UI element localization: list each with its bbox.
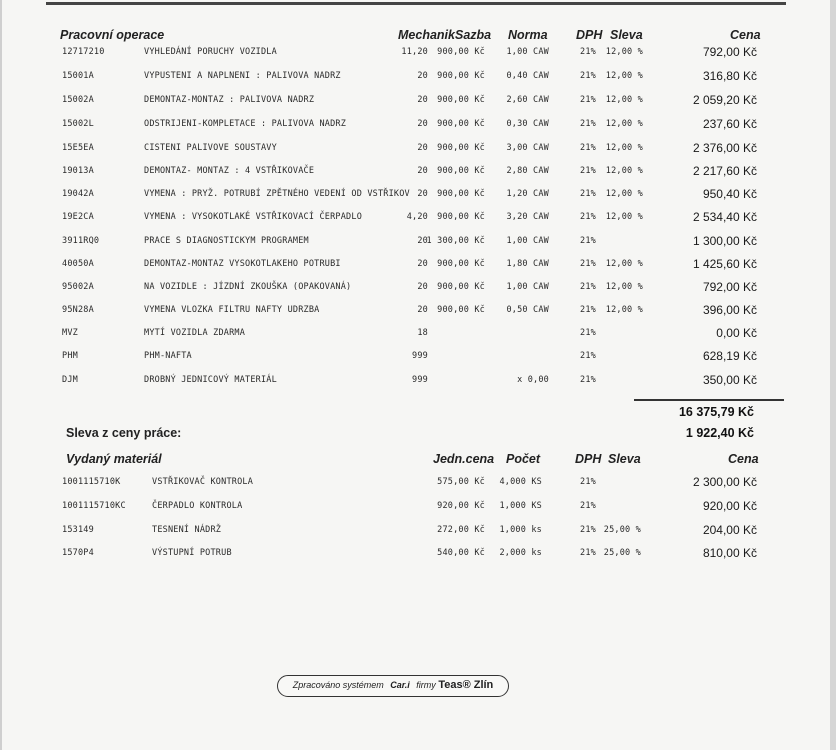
material-row [0, 477, 836, 495]
operation-discount: 12,00 % [605, 119, 643, 129]
material-price: 2 300,00 Kč [692, 475, 757, 489]
operation-norm: 1,20 CAW [506, 189, 549, 199]
operation-row [0, 212, 836, 230]
operation-code: DJM [62, 375, 78, 385]
operation-rate: 900,00 Kč [437, 119, 485, 129]
operation-rate: 900,00 Kč [437, 47, 485, 57]
operation-price: 2 217,60 Kč [692, 164, 757, 178]
operation-code: 95002A [62, 282, 94, 292]
mat-discount-header: Sleva [608, 452, 641, 466]
operation-discount: 12,00 % [605, 305, 643, 315]
operation-price: 628,19 Kč [702, 349, 757, 363]
material-vat: 21% [580, 525, 596, 535]
operation-norm: 2,60 CAW [506, 95, 549, 105]
operation-price: 316,80 Kč [702, 69, 757, 83]
operation-norm: 0,40 CAW [506, 71, 549, 81]
operation-description: ODSTRIJENI-KOMPLETACE : PALIVOVA NADRZ [144, 119, 347, 129]
material-discount: 25,00 % [603, 525, 641, 535]
operation-description: DEMONTAZ-MONTAZ : PALIVOVA NADRZ [144, 95, 315, 105]
operation-vat: 21% [580, 351, 596, 361]
top-divider [46, 2, 786, 5]
operation-norm: 1,00 CAW [506, 47, 549, 57]
operation-description: VYMENA : VYSOKOTLAKÉ VSTŘIKOVACÍ ČERPADLO [144, 212, 363, 222]
operation-norm: 0,30 CAW [506, 119, 549, 129]
operation-price: 950,40 Kč [702, 187, 757, 201]
operation-rate: 900,00 Kč [437, 95, 485, 105]
material-price: 810,00 Kč [702, 546, 757, 560]
operation-code: 19E2CA [62, 212, 94, 222]
operation-rate: 900,00 Kč [437, 189, 485, 199]
operation-mechanic: 999 [412, 375, 428, 385]
material-qty: 2,000 ks [499, 548, 542, 558]
operation-code: 15001A [62, 71, 94, 81]
operation-vat: 21% [580, 259, 596, 269]
operation-row [0, 328, 836, 346]
operation-code: 15E5EA [62, 143, 94, 153]
operation-mechanic: 4,20 [406, 212, 428, 222]
material-description: ČERPADLO KONTROLA [152, 501, 243, 511]
operation-rate: 900,00 Kč [437, 143, 485, 153]
operation-discount: 12,00 % [605, 166, 643, 176]
material-row [0, 548, 836, 566]
discount-header: Sleva [610, 28, 643, 42]
operation-code: 95N28A [62, 305, 94, 315]
material-price: 920,00 Kč [702, 499, 757, 513]
operation-description: CISTENI PALIVOVE SOUSTAVY [144, 143, 277, 153]
material-unit-price: 575,00 Kč [437, 477, 485, 487]
operation-mechanic: 20 [417, 305, 428, 315]
material-description: VSTŘIKOVAČ KONTROLA [152, 477, 254, 487]
operation-row [0, 143, 836, 161]
mat-price-header: Cena [728, 452, 759, 466]
operation-vat: 21% [580, 328, 596, 338]
operation-mechanic: 20 [417, 189, 428, 199]
operation-row [0, 375, 836, 393]
operation-price: 1 300,00 Kč [692, 234, 757, 248]
operation-rate: 900,00 Kč [437, 71, 485, 81]
operation-discount: 12,00 % [605, 71, 643, 81]
operation-vat: 21% [580, 189, 596, 199]
operation-price: 396,00 Kč [702, 303, 757, 317]
operation-discount: 12,00 % [605, 143, 643, 153]
operation-vat: 21% [580, 282, 596, 292]
material-row [0, 525, 836, 543]
operation-norm: 1,00 CAW [506, 282, 549, 292]
operation-discount: 12,00 % [605, 95, 643, 105]
operation-code: PHM [62, 351, 78, 361]
material-code: 1001115710KC [62, 501, 126, 511]
operation-discount: 12,00 % [605, 282, 643, 292]
operation-discount: 12,00 % [605, 47, 643, 57]
operation-description: VYHLEDÁNÍ PORUCHY VOZIDLA [144, 47, 277, 57]
operation-mechanic: 11,20 [401, 47, 428, 57]
operation-mechanic: 20 [417, 166, 428, 176]
car-logo: Car.i [390, 680, 410, 690]
operation-vat: 21% [580, 236, 596, 246]
operation-row [0, 119, 836, 137]
operation-price: 350,00 Kč [702, 373, 757, 387]
rate-header: Sazba [455, 28, 492, 42]
operations-total: 16 375,79 Kč [678, 405, 754, 419]
operation-price: 0,00 Kč [716, 326, 757, 340]
operation-row [0, 166, 836, 184]
footer-brand: Teas® Zlín [438, 679, 494, 691]
material-unit-price: 920,00 Kč [437, 501, 485, 511]
material-code: 1570P4 [62, 548, 94, 558]
operation-mechanic: 20 [417, 119, 428, 129]
mechanic-header: Mechanik [398, 28, 455, 42]
operation-row [0, 282, 836, 300]
operation-description: VYMENA : PRYŽ. POTRUBÍ ZPĚTNÉHO VEDENÍ OD VSTŘIKOV [144, 189, 410, 199]
norm-header: Norma [508, 28, 548, 42]
operation-code: 19013A [62, 166, 94, 176]
material-vat: 21% [580, 501, 596, 511]
material-unit-price: 272,00 Kč [437, 525, 485, 535]
material-row [0, 501, 836, 519]
operation-price: 2 534,40 Kč [692, 210, 757, 224]
operation-rate: 900,00 Kč [437, 282, 485, 292]
operation-description: MYTÍ VOZIDLA ZDARMA [144, 328, 246, 338]
operation-mechanic: 18 [417, 328, 428, 338]
operation-description: NA VOZIDLE : JÍZDNÍ ZKOUŠKA (OPAKOVANÁ) [144, 282, 352, 292]
operation-description: DEMONTAZ-MONTAZ VYSOKOTLAKEHO POTRUBI [144, 259, 341, 269]
operation-description: PRACE S DIAGNOSTICKYM PROGRAMEM [144, 236, 309, 246]
operation-vat: 21% [580, 143, 596, 153]
operation-norm: x 0,00 [517, 375, 549, 385]
operation-price: 792,00 Kč [702, 280, 757, 294]
operation-mechanic: 20 [417, 236, 428, 246]
footer-firm: firmy [416, 680, 436, 690]
operation-mechanic: 999 [412, 351, 428, 361]
material-unit-price: 540,00 Kč [437, 548, 485, 558]
operation-price: 792,00 Kč [702, 45, 757, 59]
operation-price: 237,60 Kč [702, 117, 757, 131]
total-rule [634, 399, 784, 401]
material-discount: 25,00 % [603, 548, 641, 558]
labor-discount-value: 1 922,40 Kč [685, 426, 754, 440]
mat-vat-header: DPH [575, 452, 602, 466]
material-description: TESNENÍ NÁDRŽ [152, 525, 222, 535]
operation-rate: 900,00 Kč [437, 259, 485, 269]
operation-vat: 21% [580, 305, 596, 315]
qty-header: Počet [506, 452, 541, 466]
footer-stamp [277, 675, 509, 697]
operation-row [0, 259, 836, 277]
price-header: Cena [730, 28, 761, 42]
operation-description: PHM-NAFTA [144, 351, 192, 361]
operation-row [0, 236, 836, 254]
operation-code: 15002L [62, 119, 94, 129]
operation-row [0, 305, 836, 323]
operation-vat: 21% [580, 166, 596, 176]
labor-discount-label: Sleva z ceny práce: [66, 426, 182, 440]
operation-mechanic: 20 [417, 71, 428, 81]
operation-code: 40050A [62, 259, 94, 269]
operation-norm: 3,00 CAW [506, 143, 549, 153]
material-vat: 21% [580, 477, 596, 487]
operation-row [0, 47, 836, 65]
operation-vat: 21% [580, 47, 596, 57]
operation-row [0, 95, 836, 113]
footer-processed: Zpracováno systémem [292, 680, 384, 690]
material-qty: 4,000 KS [499, 477, 542, 487]
operation-code: 19042A [62, 189, 94, 199]
operation-mechanic: 20 [417, 143, 428, 153]
operation-norm: 1,80 CAW [506, 259, 549, 269]
material-qty: 1,000 ks [499, 525, 542, 535]
operation-row [0, 189, 836, 207]
unit-price-header: Jedn.cena [433, 452, 495, 466]
vat-header: DPH [576, 28, 603, 42]
operation-code: 12717210 [62, 47, 105, 57]
operation-vat: 21% [580, 212, 596, 222]
material-description: VÝSTUPNÍ POTRUB [152, 548, 232, 558]
material-price: 204,00 Kč [702, 523, 757, 537]
operation-price: 2 059,20 Kč [692, 93, 757, 107]
operations-title: Pracovní operace [60, 28, 165, 42]
operation-vat: 21% [580, 119, 596, 129]
operation-mechanic: 20 [417, 95, 428, 105]
material-code: 1001115710K [62, 477, 121, 487]
operation-discount: 12,00 % [605, 259, 643, 269]
operation-vat: 21% [580, 375, 596, 385]
operation-discount: 12,00 % [605, 212, 643, 222]
material-qty: 1,000 KS [499, 501, 542, 511]
material-vat: 21% [580, 548, 596, 558]
operation-description: VYMENA VLOZKA FILTRU NAFTY UDRZBA [144, 305, 320, 315]
operation-row [0, 71, 836, 89]
operation-code: MVZ [62, 328, 78, 338]
operation-norm: 0,50 CAW [506, 305, 549, 315]
operation-code: 15002A [62, 95, 94, 105]
material-code: 153149 [62, 525, 94, 535]
operation-price: 2 376,00 Kč [692, 141, 757, 155]
operation-price: 1 425,60 Kč [692, 257, 757, 271]
operation-row [0, 351, 836, 369]
operation-code: 3911RQ0 [62, 236, 100, 246]
operation-vat: 21% [580, 71, 596, 81]
operation-mechanic: 20 [417, 282, 428, 292]
materials-title: Vydaný materiál [66, 452, 162, 466]
operation-rate: 900,00 Kč [437, 212, 485, 222]
operation-norm: 3,20 CAW [506, 212, 549, 222]
operation-description: DEMONTAZ- MONTAZ : 4 VSTŘIKOVAČE [144, 166, 315, 176]
operation-mechanic: 20 [417, 259, 428, 269]
operation-norm: 1,00 CAW [506, 236, 549, 246]
operation-norm: 2,80 CAW [506, 166, 549, 176]
operation-description: DROBNÝ JEDNICOVÝ MATERIÁL [144, 375, 277, 385]
operation-rate: 1 300,00 Kč [426, 236, 485, 246]
operation-rate: 900,00 Kč [437, 305, 485, 315]
footer-text [278, 679, 508, 691]
operation-vat: 21% [580, 95, 596, 105]
operation-discount: 12,00 % [605, 189, 643, 199]
operation-rate: 900,00 Kč [437, 166, 485, 176]
operation-description: VYPUSTENI A NAPLNENI : PALIVOVA NADRZ [144, 71, 341, 81]
